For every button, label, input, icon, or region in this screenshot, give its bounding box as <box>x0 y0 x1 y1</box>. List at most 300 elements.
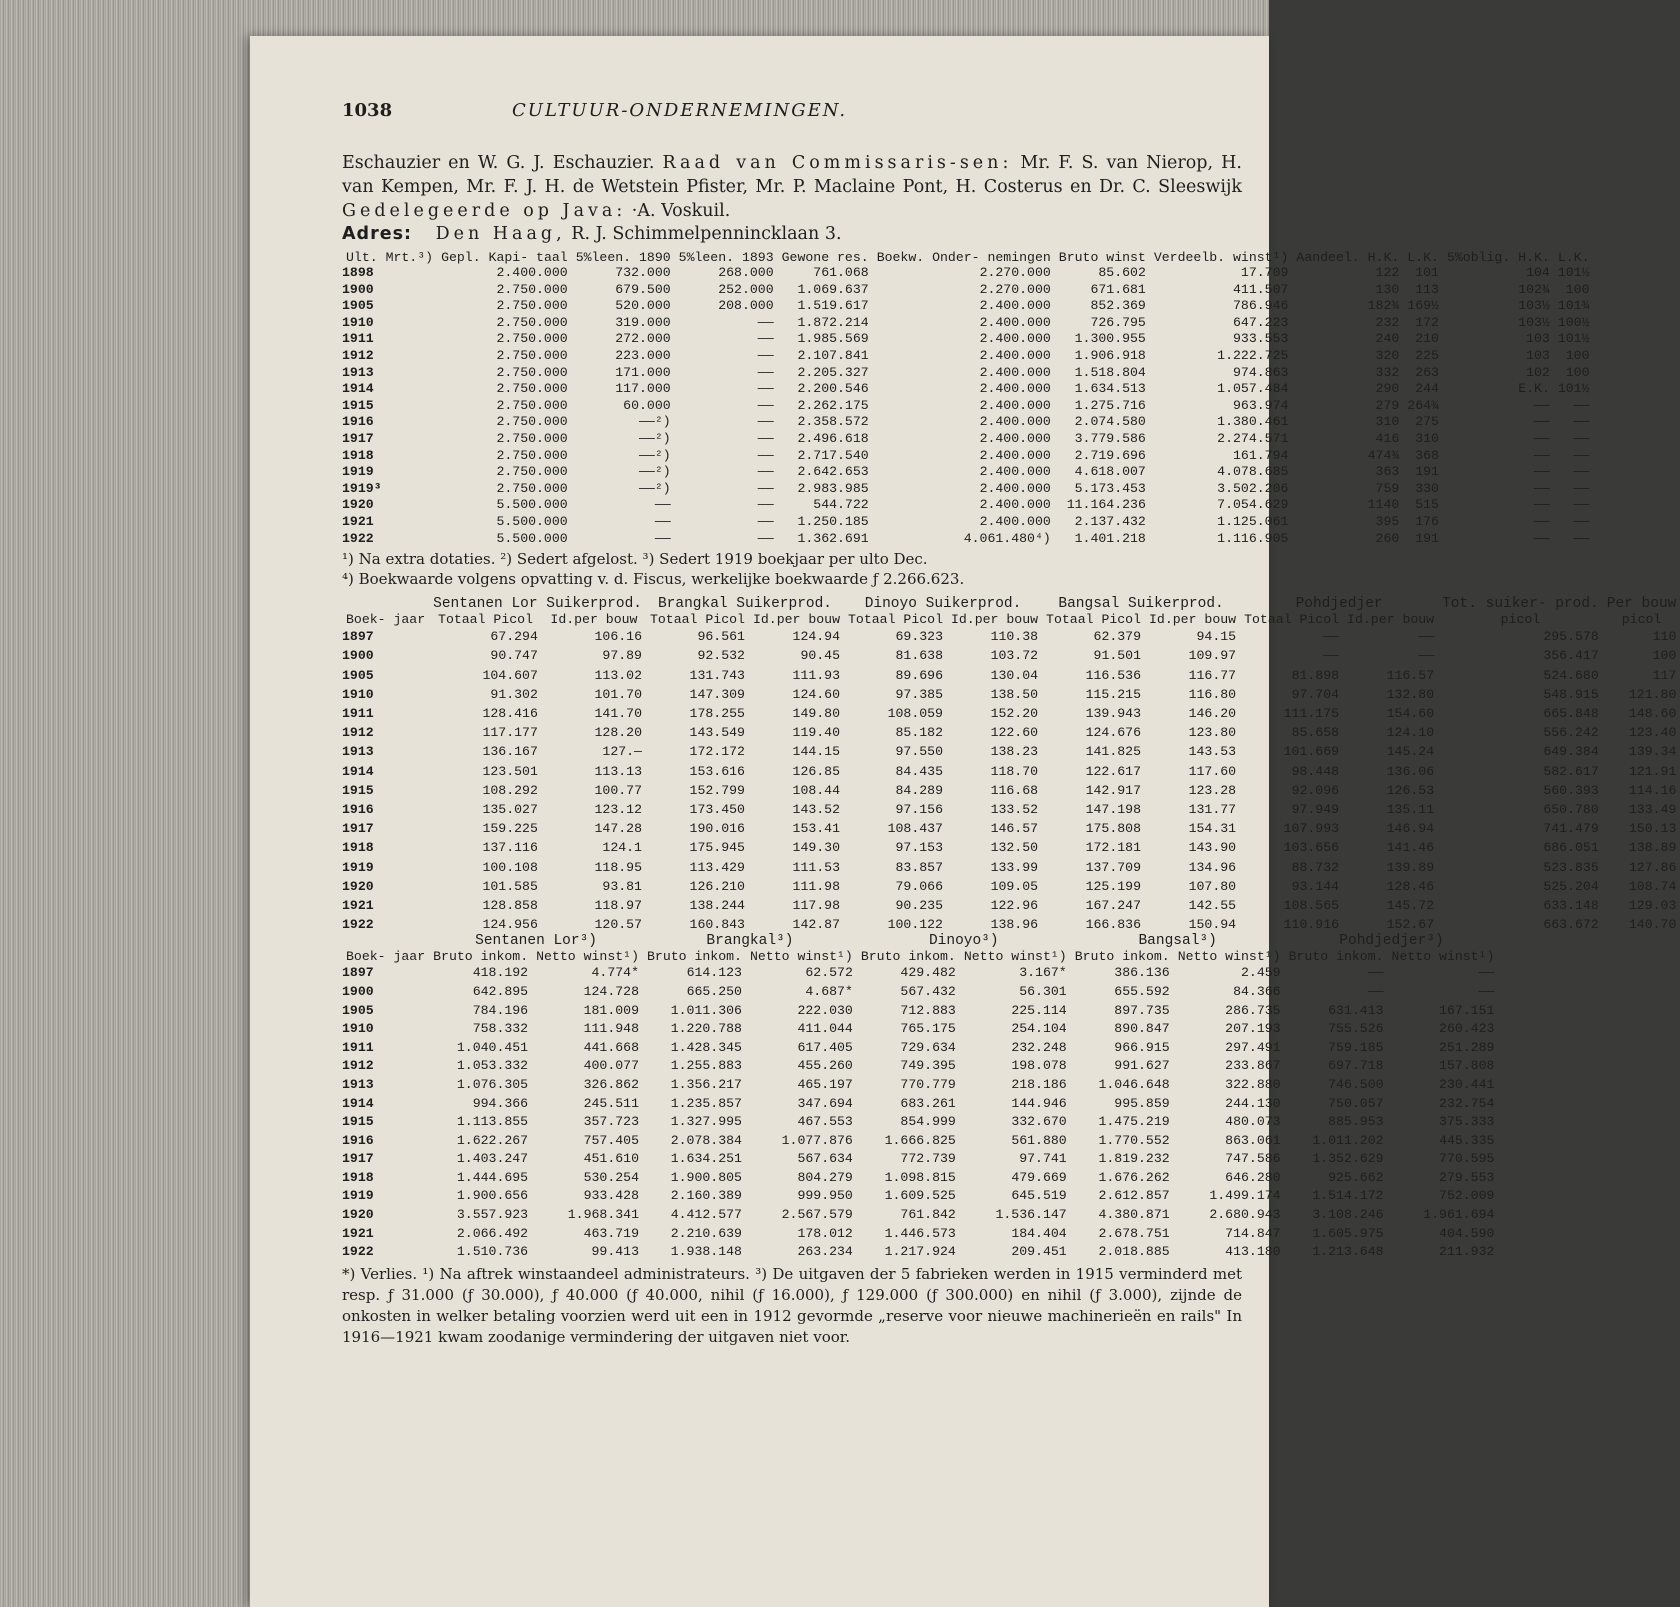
table-cell: 322.880 <box>1225 1076 1281 1092</box>
table-cell: 633.148 <box>1543 897 1599 913</box>
table-cell: —— <box>757 497 774 513</box>
table-cell: 758.332 <box>472 1021 529 1037</box>
year-cell: 1910 <box>342 686 374 702</box>
table-cell: 103½ <box>1518 314 1550 330</box>
table-cell: 7.054.629 <box>1217 497 1289 513</box>
table-cell: 617.405 <box>797 1039 853 1055</box>
table-cell: 479.669 <box>1011 1169 1067 1185</box>
table-cell: 84.435 <box>895 763 943 779</box>
table-cell: 1.222.725 <box>1217 347 1289 363</box>
table-cell: 113 <box>1415 281 1439 297</box>
table-cell: 128.20 <box>594 725 642 741</box>
table-cell: —— <box>757 414 774 430</box>
year-cell: 1921 <box>342 897 374 913</box>
table-cell: 1.605.975 <box>1312 1225 1384 1241</box>
table-cell: 275 <box>1415 414 1439 430</box>
raad-members: Mr. F. S. van Nierop, H. van Kempen, Mr. F. J. H. de Wetstein Pfister, Mr. P. Maclaine Pont, H. Costerus en Dr. C. Sleeswijk <box>342 153 1242 197</box>
table-row <box>342 983 1498 1002</box>
table-cell: 141.70 <box>594 705 642 721</box>
table-cell: ——²) <box>639 447 671 463</box>
table-cell: 560.393 <box>1543 782 1599 798</box>
table-cell: 2.400.000 <box>979 513 1051 529</box>
table-cell: 1.057.484 <box>1217 381 1289 397</box>
table-cell: 4.380.871 <box>1098 1207 1170 1223</box>
table-cell: 319.000 <box>615 314 671 330</box>
table-cell: 208.000 <box>718 298 774 314</box>
column-header: Netto winst¹) <box>1391 949 1495 965</box>
table-cell: 697.718 <box>1328 1058 1384 1074</box>
table-cell: 244 <box>1415 381 1439 397</box>
table-cell: 1.069.637 <box>797 281 869 297</box>
table-cell: 150.13 <box>1628 821 1677 837</box>
table-cell: 139.943 <box>1085 705 1142 721</box>
table-cell: 2.642.653 <box>797 464 869 480</box>
table-cell: 109.05 <box>990 878 1039 894</box>
table-cell: 1.076.305 <box>456 1076 529 1092</box>
column-header: Bruto inkom. <box>1288 949 1384 965</box>
table-cell: 1.968.341 <box>567 1207 639 1223</box>
column-header: Totaal Picol <box>438 612 533 628</box>
table-cell: 1.255.883 <box>670 1058 742 1074</box>
table-cell: 184.404 <box>1011 1225 1067 1241</box>
table-cell: 110.38 <box>990 629 1039 645</box>
table-cell: 1.475.219 <box>1098 1114 1170 1130</box>
table-cell: 116.80 <box>1188 686 1237 702</box>
table-cell: 111.175 <box>1283 705 1340 721</box>
table-cell: 999.950 <box>797 1188 853 1204</box>
income-group-header <box>342 934 1498 949</box>
table-cell: 1.116.905 <box>1217 530 1289 546</box>
table-row <box>342 964 1498 983</box>
table-cell: 171.000 <box>615 364 671 380</box>
column-header: 5%leen. 1890 <box>575 250 671 265</box>
table-row <box>342 915 1680 934</box>
table-cell: —— <box>654 530 671 546</box>
table-cell: 97.550 <box>895 744 943 760</box>
table-cell: 130 <box>1375 281 1400 297</box>
table-cell: 1.510.736 <box>456 1244 529 1260</box>
table-cell: 2.270.000 <box>979 281 1051 297</box>
table-cell: 117.177 <box>482 725 538 741</box>
table-cell: 90.45 <box>800 648 841 664</box>
table-cell: 145.24 <box>1386 744 1435 760</box>
table-cell: 172.172 <box>689 744 745 760</box>
table-cell: 4.687* <box>805 983 853 999</box>
table-cell: 279.553 <box>1439 1169 1495 1185</box>
table-cell: 69.323 <box>895 629 943 645</box>
year-cell: 1912 <box>342 725 374 741</box>
table-row <box>342 1225 1498 1244</box>
year-cell: 1897 <box>342 629 374 645</box>
column-header: 5%leen. 1893 <box>678 250 774 265</box>
table-cell: 1.213.648 <box>1312 1244 1384 1260</box>
column-header: Verdeelb. winst¹) <box>1153 250 1289 265</box>
column-header: Netto winst¹) <box>749 949 853 965</box>
table-row <box>342 666 1680 685</box>
column-header: Bruto inkom. <box>1074 949 1170 965</box>
table-cell: 1.040.451 <box>456 1039 529 1055</box>
column-header: Boek- jaar <box>346 612 426 628</box>
table-cell: 1140 <box>1367 497 1400 513</box>
table-cell: 127.86 <box>1628 859 1677 875</box>
table-row <box>342 531 1594 548</box>
table-row <box>342 838 1680 857</box>
table-cell: 135.11 <box>1386 801 1435 817</box>
table-cell: 1.985.569 <box>797 331 869 347</box>
table-cell: 2.750.000 <box>496 480 568 496</box>
table-cell: 650.780 <box>1543 801 1599 817</box>
year-cell: 1914 <box>342 381 374 397</box>
table-cell: —— <box>1534 414 1550 430</box>
table-row <box>342 1150 1498 1169</box>
table-cell: 138.89 <box>1628 840 1677 856</box>
table-cell: 2.400.000 <box>979 314 1051 330</box>
table-cell: 182¾ <box>1367 298 1400 314</box>
table-cell: 761.842 <box>900 1207 956 1223</box>
table-cell: 138.244 <box>689 897 745 913</box>
table-cell: 232 <box>1375 314 1400 330</box>
table-cell: 100 <box>1565 281 1590 297</box>
table-row <box>342 298 1594 315</box>
table-cell: 225.114 <box>1011 1002 1067 1018</box>
table-cell: 1.250.185 <box>797 513 869 529</box>
table-cell: 108.437 <box>887 821 943 837</box>
year-cell: 1916 <box>342 414 374 430</box>
group-header: Pohdjedjer <box>1295 596 1383 613</box>
table-cell: —— <box>1323 629 1340 645</box>
table-cell: 686.051 <box>1543 840 1599 856</box>
table-cell: 1.872.214 <box>797 314 869 330</box>
table-row <box>342 858 1680 877</box>
table-cell: 62.379 <box>1093 629 1142 645</box>
year-cell: 1900 <box>342 281 374 297</box>
table-cell: 147.198 <box>1085 801 1142 817</box>
table-cell: 1.077.876 <box>781 1132 853 1148</box>
table-cell: 118.70 <box>990 763 1039 779</box>
table-row <box>342 448 1594 465</box>
year-cell: 1905 <box>342 1002 374 1018</box>
column-header: Totaal Picol <box>1046 612 1142 628</box>
table-cell: 97.89 <box>602 648 642 664</box>
table-row <box>342 819 1680 838</box>
table-cell: 784.196 <box>472 1002 529 1018</box>
table-cell: 3.167* <box>1019 965 1067 981</box>
table-cell: 132.80 <box>1386 686 1435 702</box>
book-page <box>250 36 1677 1607</box>
table-cell: 121.80 <box>1628 686 1677 702</box>
table-cell: 91.501 <box>1093 648 1142 664</box>
table-cell: 210 <box>1415 331 1439 347</box>
table-cell: 108.059 <box>887 705 943 721</box>
table-cell: 933.553 <box>1233 331 1289 347</box>
year-cell: 1910 <box>342 314 374 330</box>
table-cell: 139.34 <box>1628 744 1677 760</box>
table-cell: 101.585 <box>482 878 538 894</box>
table-cell: 413.180 <box>1225 1244 1281 1260</box>
table-cell: 1.235.857 <box>670 1095 742 1111</box>
table-cell: 2.750.000 <box>496 430 568 446</box>
year-cell: 1912 <box>342 347 374 363</box>
table-cell: 153.41 <box>792 821 841 837</box>
table-cell: 2.567.579 <box>781 1207 853 1223</box>
table-cell: 765.175 <box>900 1021 956 1037</box>
table-cell: —— <box>1573 480 1590 496</box>
group-header: Brangkal³) <box>706 933 794 950</box>
table-cell: 145.72 <box>1386 897 1435 913</box>
table-cell: 2.750.000 <box>496 364 568 380</box>
table-cell: 254.104 <box>1011 1021 1067 1037</box>
table-cell: 3.557.923 <box>456 1207 529 1223</box>
running-header <box>342 100 1242 121</box>
table-cell: 90.747 <box>490 648 538 664</box>
table-cell: —— <box>1478 965 1495 981</box>
production-table-body <box>342 627 1680 934</box>
table-cell: 143.52 <box>792 801 841 817</box>
table-cell: 104.607 <box>482 667 538 683</box>
column-header: Netto winst¹) <box>963 949 1067 965</box>
table-cell: 332 <box>1375 364 1400 380</box>
table-cell: 741.479 <box>1543 821 1599 837</box>
table-cell: —— <box>1418 648 1435 664</box>
year-cell: 1913 <box>342 1076 374 1092</box>
year-cell: 1913 <box>342 364 374 380</box>
table-cell: 463.719 <box>583 1225 639 1241</box>
table-row <box>342 723 1680 742</box>
table-cell: 136.167 <box>482 744 538 760</box>
table-cell: 128.858 <box>482 897 538 913</box>
table-cell: —— <box>1534 513 1550 529</box>
adres-street: R. J. Schimmelpennincklaan 3. <box>571 224 842 244</box>
table-cell: 752.009 <box>1439 1188 1495 1204</box>
table-cell: 101½ <box>1557 331 1590 347</box>
table-cell: 263.234 <box>797 1244 853 1260</box>
table-cell: 520.000 <box>615 298 671 314</box>
table-cell: 295.578 <box>1543 629 1599 645</box>
year-cell: 1918 <box>342 1169 374 1185</box>
income-table <box>342 934 1498 1262</box>
table-cell: 1.622.267 <box>456 1132 529 1148</box>
table-cell: 133.52 <box>990 801 1039 817</box>
table-cell: 84.366 <box>1233 983 1281 999</box>
year-cell: 1897 <box>342 965 374 981</box>
table-cell: 683.261 <box>900 1095 956 1111</box>
table-cell: 1.536.147 <box>995 1207 1067 1223</box>
table-cell: —— <box>1534 480 1550 496</box>
table-cell: 100.108 <box>482 859 538 875</box>
table-cell: 89.696 <box>895 667 943 683</box>
group-header: Per bouw <box>1606 596 1677 613</box>
table-cell: 966.915 <box>1114 1039 1170 1055</box>
table-cell: —— <box>1367 983 1384 999</box>
table-cell: 111.53 <box>792 859 841 875</box>
table-cell: 770.779 <box>900 1076 956 1092</box>
table-cell: 925.662 <box>1328 1169 1384 1185</box>
table-cell: 416 <box>1375 430 1400 446</box>
table-cell: —— <box>757 513 774 529</box>
table-cell: 465.197 <box>797 1076 853 1092</box>
year-cell: 1922 <box>342 1244 374 1260</box>
table-cell: —— <box>1418 629 1435 645</box>
table-cell: 169½ <box>1407 298 1439 314</box>
table-cell: 113.429 <box>689 859 745 875</box>
column-header: Ult. Mrt.³) <box>346 250 434 265</box>
table-cell: 150.94 <box>1188 917 1237 933</box>
table-cell: 451.610 <box>583 1151 639 1167</box>
table-cell: 1.362.691 <box>797 530 869 546</box>
table-cell: 1.403.247 <box>456 1151 529 1167</box>
table-cell: 106.16 <box>594 629 642 645</box>
year-cell: 1916 <box>342 801 374 817</box>
column-header: Totaal Picol <box>1244 612 1340 628</box>
table-cell: 2.400.000 <box>979 464 1051 480</box>
table-cell: 152.20 <box>990 705 1039 721</box>
table-cell: 1.217.924 <box>884 1244 956 1260</box>
table-cell: 144.15 <box>792 744 841 760</box>
table-cell: 126.210 <box>689 878 745 894</box>
table-cell: 363 <box>1375 464 1400 480</box>
column-header: Id.per bouw <box>550 612 638 628</box>
income-table-body <box>342 964 1498 1262</box>
table-cell: —— <box>757 464 774 480</box>
group-header: Dinoyo³) <box>928 933 999 950</box>
column-header: Bruto inkom. <box>647 949 742 965</box>
table-cell: 143.53 <box>1188 744 1237 760</box>
table-cell: 17.709 <box>1240 265 1289 280</box>
table-cell: 100.122 <box>887 917 943 933</box>
table-cell: 191 <box>1415 464 1439 480</box>
table-cell: 211.932 <box>1439 1244 1495 1260</box>
table-cell: 113.02 <box>594 667 642 683</box>
table-row <box>342 265 1594 282</box>
table-row <box>342 896 1680 915</box>
year-cell: 1900 <box>342 983 374 999</box>
group-header: Sentanen Lor³) <box>475 933 597 950</box>
footnote-2: ⁴) Boekwaarde volgens opvatting v. d. Fiscus, werkelijke boekwaarde ƒ 2.266.623. <box>342 570 965 589</box>
year-cell: 1914 <box>342 1095 374 1111</box>
table-cell: 103.656 <box>1283 840 1340 856</box>
table-cell: 3.779.586 <box>1074 430 1146 446</box>
table-cell: 132.50 <box>990 840 1039 856</box>
table-cell: 2.205.327 <box>797 364 869 380</box>
table-row <box>342 1057 1498 1076</box>
year-cell: 1919 <box>342 1188 374 1204</box>
table-cell: 1.518.804 <box>1074 364 1146 380</box>
table-cell: —— <box>1323 648 1340 664</box>
table-cell: 107.80 <box>1188 878 1237 894</box>
table-cell: 467.553 <box>797 1114 853 1130</box>
table-cell: 140.70 <box>1628 917 1677 933</box>
year-cell: 1911 <box>342 1039 374 1055</box>
table-cell: 119.40 <box>792 725 841 741</box>
table-cell: 320 <box>1375 347 1400 363</box>
table-cell: —— <box>757 430 774 446</box>
table-cell: 123.40 <box>1628 725 1677 741</box>
table-cell: 297.491 <box>1225 1039 1281 1055</box>
year-cell: 1911 <box>342 331 374 347</box>
table-cell: 124.956 <box>482 917 538 933</box>
table-cell: 108.44 <box>792 782 841 798</box>
table-cell: 85.602 <box>1098 265 1146 280</box>
table-cell: 104 <box>1526 265 1550 280</box>
table-cell: 209.451 <box>1011 1244 1067 1260</box>
table-cell: 116.77 <box>1188 667 1237 683</box>
table-row <box>342 1187 1498 1206</box>
table-cell: 395 <box>1375 513 1400 529</box>
table-cell: E.K. <box>1518 381 1550 397</box>
table-cell: 2.400.000 <box>979 397 1051 413</box>
table-cell: 2.680.943 <box>1209 1207 1281 1223</box>
table-cell: 2.400.000 <box>979 447 1051 463</box>
table-cell: 665.250 <box>686 983 742 999</box>
table-cell: 548.915 <box>1543 686 1599 702</box>
table-row <box>342 1076 1498 1095</box>
table-cell: 885.953 <box>1328 1114 1384 1130</box>
table-cell: 115.215 <box>1085 686 1142 702</box>
table-cell: 127.— <box>602 744 642 760</box>
table-cell: 147.309 <box>689 686 745 702</box>
table-cell: 2.274.571 <box>1217 430 1289 446</box>
table-cell: 108.74 <box>1628 878 1677 894</box>
table-cell: 103.72 <box>990 648 1039 664</box>
table-cell: 178.255 <box>689 705 745 721</box>
year-cell: 1921 <box>342 513 374 529</box>
table-cell: 153.616 <box>689 763 745 779</box>
table-cell: 649.384 <box>1543 744 1599 760</box>
table-cell: 2.678.751 <box>1098 1225 1170 1241</box>
table-cell: 2.400.000 <box>979 480 1051 496</box>
table-cell: 100 <box>1565 347 1590 363</box>
table-cell: 146.57 <box>990 821 1039 837</box>
table-cell: 556.242 <box>1543 725 1599 741</box>
table-cell: 154.31 <box>1188 821 1237 837</box>
table-cell: 646.280 <box>1225 1169 1281 1185</box>
table-cell: 772.739 <box>900 1151 956 1167</box>
table-cell: ——²) <box>639 414 671 430</box>
table-cell: 1.380.461 <box>1217 414 1289 430</box>
table-cell: 411.044 <box>797 1021 853 1037</box>
table-row <box>342 514 1594 531</box>
spacer-header <box>342 597 429 612</box>
year-cell: 1922 <box>342 917 374 933</box>
table-row <box>342 627 1680 646</box>
table-cell: 166.836 <box>1085 917 1142 933</box>
table-cell: 191 <box>1415 530 1439 546</box>
table-cell: ——²) <box>639 430 671 446</box>
table-cell: 101.70 <box>594 686 642 702</box>
table-cell: 290 <box>1375 381 1400 397</box>
table-cell: 1.634.251 <box>670 1151 742 1167</box>
table-cell: 2.459 <box>1241 965 1281 981</box>
table-cell: 230.441 <box>1439 1076 1495 1092</box>
table-cell: 136.06 <box>1386 763 1435 779</box>
group-header: Tot. suiker- prod. <box>1442 596 1599 613</box>
year-cell: 1912 <box>342 1058 374 1074</box>
year-cell: 1914 <box>342 763 374 779</box>
table-cell: 455.260 <box>797 1058 853 1074</box>
table-cell: 130.04 <box>990 667 1039 683</box>
table-cell: —— <box>757 530 774 546</box>
table-cell: 897.735 <box>1114 1002 1170 1018</box>
table-row <box>342 762 1680 781</box>
table-cell: 2.719.696 <box>1074 447 1146 463</box>
table-cell: 2.750.000 <box>496 381 568 397</box>
table-cell: 1.634.513 <box>1074 381 1146 397</box>
year-cell: 1918 <box>342 447 374 463</box>
table-cell: 2.200.546 <box>797 381 869 397</box>
production-sub-header <box>342 612 1680 627</box>
table-cell: 97.156 <box>895 801 943 817</box>
table-cell: 120.57 <box>594 917 642 933</box>
